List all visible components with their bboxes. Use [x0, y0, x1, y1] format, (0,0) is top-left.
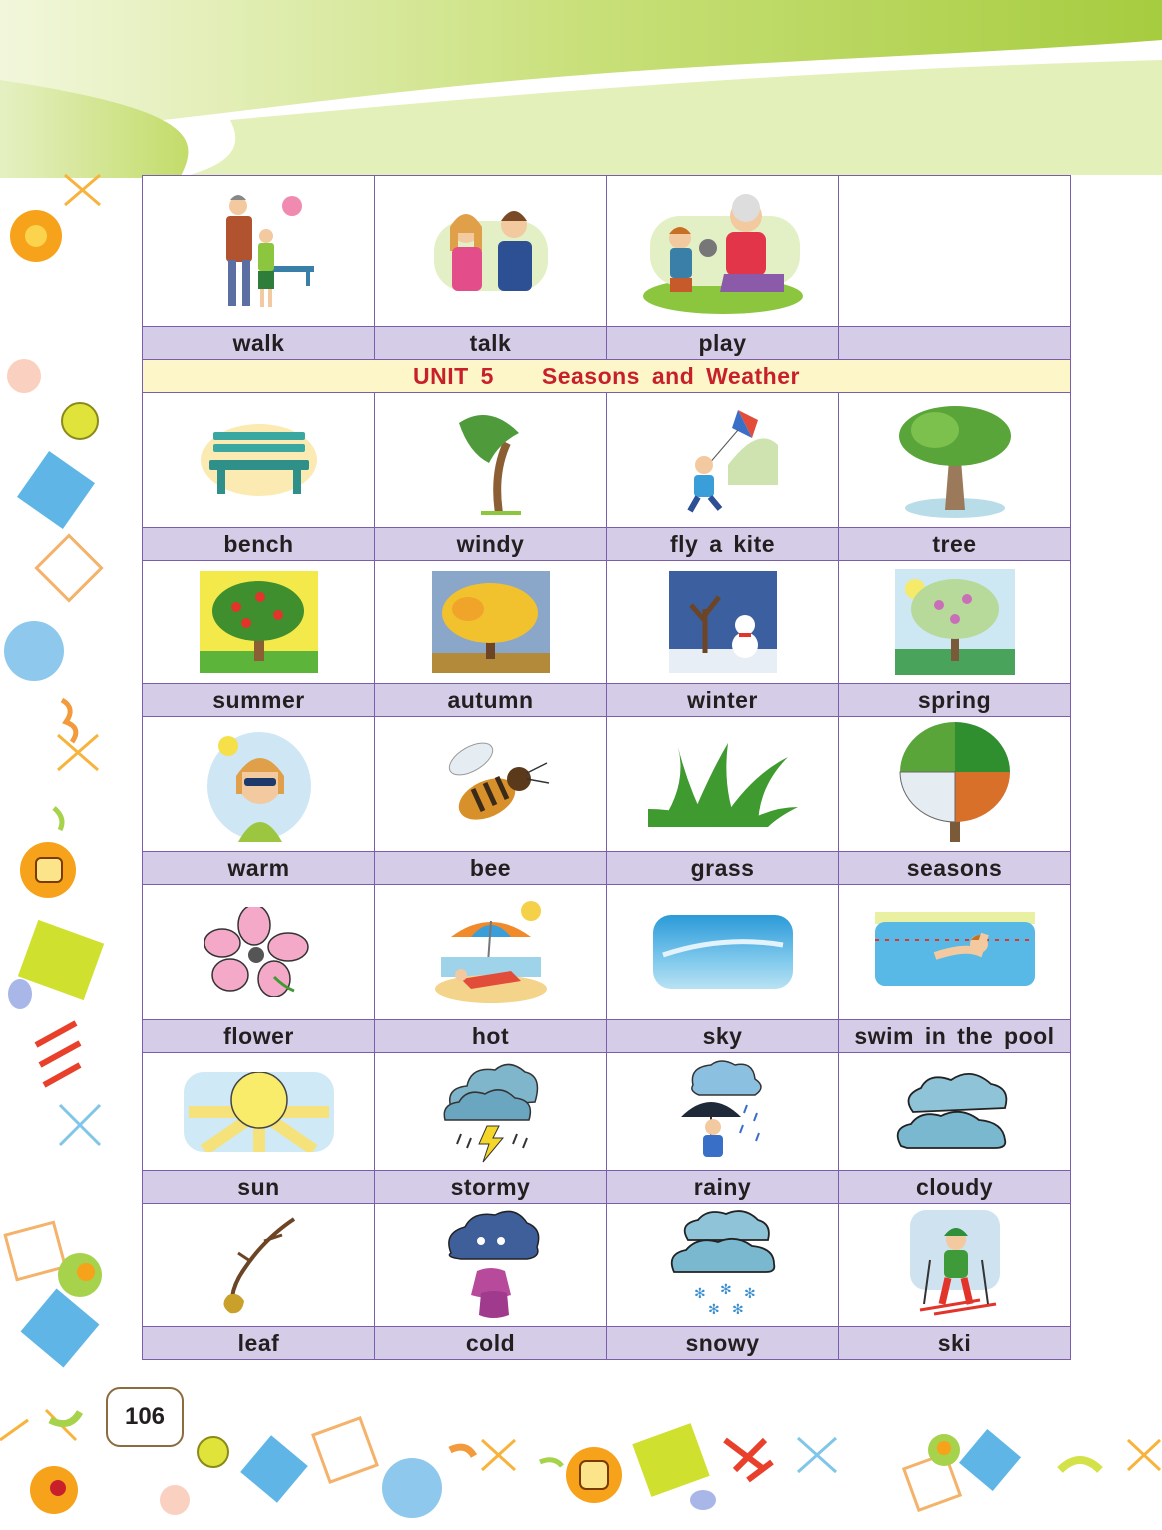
picture-winter: [607, 561, 839, 684]
picture-talk: [375, 176, 607, 327]
picture-autumn: [375, 561, 607, 684]
word-label: bench: [143, 528, 375, 561]
word-label: warm: [143, 852, 375, 885]
svg-text:✻: ✻: [731, 1302, 744, 1318]
word-label: summer: [143, 684, 375, 717]
word-label: ski: [839, 1327, 1071, 1360]
word-label: fly a kite: [607, 528, 839, 561]
picture-cold: [375, 1204, 607, 1327]
word-label: winter: [607, 684, 839, 717]
unit-number: UNIT 5: [413, 362, 494, 389]
picture-cloudy: [839, 1053, 1071, 1171]
word-label: snowy: [607, 1327, 839, 1360]
picture-ski: [839, 1204, 1071, 1327]
picture-stormy: [375, 1053, 607, 1171]
word-label: grass: [607, 852, 839, 885]
picture-sun: [143, 1053, 375, 1171]
picture-grass: [607, 717, 839, 852]
svg-text:✻: ✻: [743, 1286, 756, 1302]
picture-hot: [375, 885, 607, 1020]
word-label: tree: [839, 528, 1071, 561]
picture-spring: [839, 561, 1071, 684]
picture-summer: [143, 561, 375, 684]
word-label: flower: [143, 1020, 375, 1053]
picture-bee: [375, 717, 607, 852]
svg-text:✻: ✻: [693, 1286, 706, 1302]
unit-title: Seasons and Weather: [541, 362, 800, 389]
svg-text:✻: ✻: [719, 1282, 732, 1298]
picture-empty: [839, 176, 1071, 327]
word-label: cloudy: [839, 1171, 1071, 1204]
picture-rainy: [607, 1053, 839, 1171]
picture-flower: [143, 885, 375, 1020]
picture-leaf: [143, 1204, 375, 1327]
word-label: stormy: [375, 1171, 607, 1204]
word-label: spring: [839, 684, 1071, 717]
page-number: 106: [106, 1387, 184, 1447]
word-label: walk: [143, 327, 375, 360]
picture-bench: [143, 393, 375, 528]
picture-snowy: [607, 1204, 839, 1327]
top-banner: [0, 0, 1162, 180]
picture-walk: [143, 176, 375, 327]
word-label: hot: [375, 1020, 607, 1053]
picture-sky: [607, 885, 839, 1020]
word-label: bee: [375, 852, 607, 885]
word-label: seasons: [839, 852, 1071, 885]
word-label: sky: [607, 1020, 839, 1053]
picture-windy: [375, 393, 607, 528]
word-label: windy: [375, 528, 607, 561]
picture-play: [607, 176, 839, 327]
picture-warm: [143, 717, 375, 852]
word-label: cold: [375, 1327, 607, 1360]
picture-seasons: [839, 717, 1071, 852]
unit-header: [143, 360, 1071, 393]
word-label: play: [607, 327, 839, 360]
word-label: autumn: [375, 684, 607, 717]
picture-fly-a-kite: [607, 393, 839, 528]
word-label: talk: [375, 327, 607, 360]
word-label: swim in the pool: [839, 1020, 1071, 1053]
svg-text:✻: ✻: [707, 1302, 720, 1318]
vocabulary-table: [142, 175, 1071, 1360]
word-label: sun: [143, 1171, 375, 1204]
picture-swim-in-the-pool: [839, 885, 1071, 1020]
word-label: [839, 327, 1071, 360]
word-label: rainy: [607, 1171, 839, 1204]
picture-tree: [839, 393, 1071, 528]
word-label: leaf: [143, 1327, 375, 1360]
